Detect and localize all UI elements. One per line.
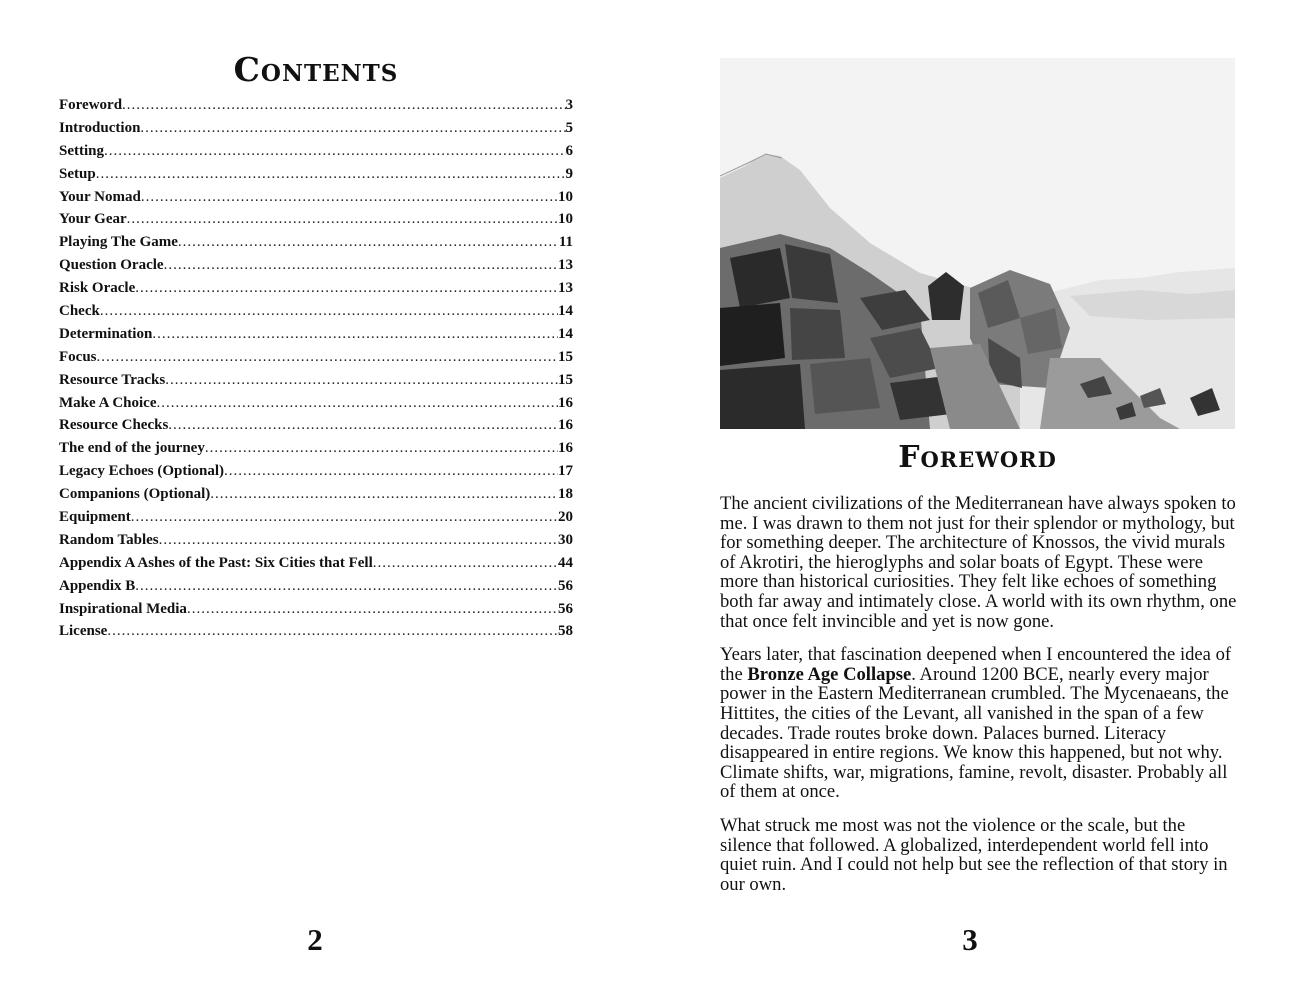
toc-entry-page: 16 (558, 394, 573, 411)
toc-entry-page: 3 (565, 97, 573, 113)
toc-leader-dots (210, 483, 558, 506)
toc-leader-dots (96, 163, 566, 186)
toc-entry[interactable] (59, 163, 573, 186)
toc-entry-page: 30 (558, 531, 573, 548)
paragraph-2-text-end: . Around 1200 BCE, nearly every major power in the Eastern Mediterranean crumbled. The Mycenaeans, the Hittites, the cities of the Levant, all vanished in the span of a few decades. Trade routes broke down. Palaces burned. Literacy disappeared in entire regions. We know this happened, but not why. Climate shifts, war, migrations, famine, revolt, disaster. Probably all of them at once. (720, 663, 1229, 803)
foreword-body (720, 494, 1240, 908)
toc-entry[interactable] (59, 346, 573, 369)
toc-entry[interactable] (59, 552, 573, 575)
toc-entry-label: Determination (59, 325, 153, 342)
toc-entry-page: 6 (565, 142, 573, 159)
page-number-right: 3 (962, 922, 978, 957)
bronze-age-collapse-term: Bronze Age Collapse (747, 663, 912, 685)
toc-leader-dots (122, 94, 565, 117)
right-page (647, 0, 1294, 1000)
toc-entry[interactable] (59, 437, 573, 460)
toc-entry-label: Your Nomad (59, 188, 141, 205)
toc-entry[interactable] (59, 506, 573, 529)
toc-leader-dots (135, 575, 558, 598)
toc-entry[interactable] (59, 369, 573, 392)
toc-leader-dots (152, 323, 558, 346)
toc-leader-dots (224, 460, 558, 483)
toc-entry[interactable] (59, 300, 573, 323)
toc-leader-dots (164, 254, 558, 277)
toc-entry-label: Appendix A Ashes of the Past: Six Cities that Fell (59, 554, 373, 571)
toc-leader-dots (141, 186, 558, 209)
toc-entry-page: 58 (558, 623, 573, 640)
toc-entry[interactable] (59, 323, 573, 346)
toc-entry[interactable] (59, 620, 573, 643)
toc-entry-page: 16 (558, 440, 573, 457)
toc-leader-dots (205, 437, 558, 460)
paragraph-2-text-start: Years later, that fascination deepened when I encountered the idea of the (720, 644, 1232, 685)
foreword-paragraph-3: What struck me most was not the violence or the scale, but the silence that followed. A globalized, interdependent world fell into quiet ruin. And I could not help but see the reflection of that story in our own. (720, 814, 1228, 895)
toc-entry[interactable] (59, 254, 573, 277)
toc-entry-label: Inspirational Media (59, 600, 187, 617)
toc-entry-page: 13 (558, 280, 573, 297)
page-number-left: 2 (307, 922, 323, 957)
toc-entry-page: 16 (558, 417, 573, 434)
toc-entry[interactable] (59, 414, 573, 437)
toc-leader-dots (157, 392, 559, 415)
toc-entry-label: Resource Tracks (59, 371, 166, 388)
contents-title: Contents (233, 50, 399, 89)
toc-entry-page: 14 (558, 303, 573, 320)
toc-leader-dots (97, 346, 559, 369)
toc-entry-label: Foreword (59, 97, 123, 113)
toc-entry-page: 15 (558, 371, 573, 388)
table-of-contents (59, 94, 573, 643)
toc-entry-label: Check (59, 303, 100, 320)
toc-leader-dots (159, 529, 558, 552)
toc-entry[interactable] (59, 483, 573, 506)
toc-entry-label: Setup (59, 165, 96, 182)
toc-entry[interactable] (59, 598, 573, 621)
foreword-title: Foreword (898, 440, 1057, 475)
toc-entry-page: 14 (558, 325, 573, 342)
toc-entry-page: 10 (558, 211, 573, 228)
toc-entry-page: 10 (558, 188, 573, 205)
toc-entry-page: 17 (558, 463, 573, 480)
toc-entry-page: 13 (558, 257, 573, 274)
toc-leader-dots (165, 369, 558, 392)
toc-entry[interactable] (59, 231, 573, 254)
toc-entry-label: Legacy Echoes (Optional) (59, 463, 224, 480)
toc-leader-dots (178, 231, 559, 254)
toc-entry-label: Introduction (59, 119, 141, 136)
toc-entry[interactable] (59, 208, 573, 231)
toc-entry-page: 5 (565, 119, 573, 136)
toc-leader-dots (135, 277, 558, 300)
toc-leader-dots (140, 117, 565, 140)
toc-entry-label: Question Oracle (59, 257, 164, 274)
toc-entry-page: 9 (565, 165, 573, 182)
toc-entry-label: Appendix B (59, 577, 136, 594)
toc-entry-page: 18 (558, 486, 573, 503)
foreword-paragraph-1: The ancient civilizations of the Mediterranean have always spoken to me. I was drawn to them not just for their splendor or mythology, but for something deeper. The architecture of Knossos, the vivid murals of Akrotiri, the hieroglyphs and solar boats of Egypt. These were more than historical curiosities. They felt like echoes of something both far away and intimately close. A world with its own rhythm, one that once felt invincible and yet is now gone. (720, 493, 1237, 632)
toc-entry-page: 44 (558, 554, 573, 571)
toc-entry-page: 56 (558, 577, 573, 594)
toc-entry[interactable] (59, 94, 573, 117)
toc-entry[interactable] (59, 392, 573, 415)
toc-leader-dots (127, 208, 558, 231)
toc-entry[interactable] (59, 575, 573, 598)
ruins-illustration (720, 58, 1235, 429)
toc-entry-label: License (59, 623, 108, 640)
toc-leader-dots (107, 620, 558, 643)
toc-entry[interactable] (59, 460, 573, 483)
toc-entry[interactable] (59, 529, 573, 552)
toc-entry-page: 11 (558, 234, 573, 251)
toc-entry-label: Random Tables (59, 531, 159, 548)
foreword-paragraph-2 (720, 645, 1240, 802)
toc-leader-dots (168, 414, 558, 437)
toc-entry-label: Equipment (59, 509, 131, 526)
toc-entry-label: Resource Checks (59, 417, 169, 434)
toc-leader-dots (373, 552, 558, 575)
toc-entry-label: Risk Oracle (59, 280, 136, 297)
toc-entry-label: Focus (59, 348, 97, 365)
toc-entry[interactable] (59, 117, 573, 140)
toc-leader-dots (187, 598, 558, 621)
toc-entry[interactable] (59, 186, 573, 209)
toc-entry-label: Make A Choice (59, 394, 157, 411)
toc-entry[interactable] (59, 140, 573, 163)
toc-entry-page: 56 (558, 600, 573, 617)
toc-leader-dots (104, 140, 566, 163)
toc-entry-page: 20 (558, 509, 573, 526)
toc-entry[interactable] (59, 277, 573, 300)
toc-entry-label: Your Gear (59, 211, 127, 228)
toc-entry-page: 15 (558, 348, 573, 365)
toc-entry-label: Playing The Game (59, 234, 178, 251)
toc-entry-label: The end of the journey (59, 440, 205, 457)
toc-leader-dots (131, 506, 558, 529)
toc-entry-label: Setting (59, 142, 104, 159)
toc-entry-label: Companions (Optional) (59, 486, 211, 503)
toc-leader-dots (100, 300, 558, 323)
